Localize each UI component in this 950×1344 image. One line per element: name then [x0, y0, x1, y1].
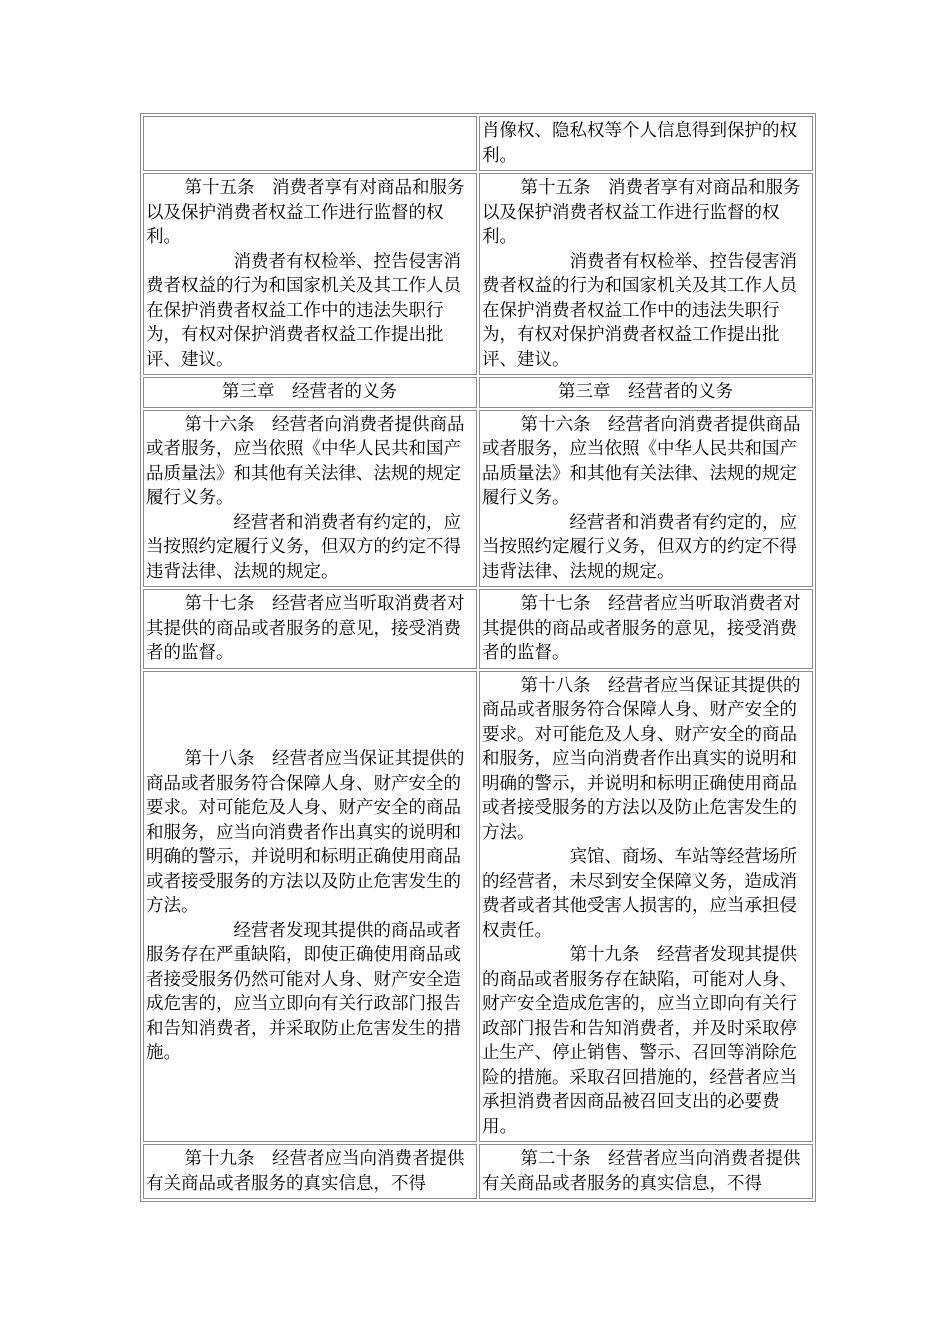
new-text-cell: [479, 1144, 813, 1199]
chapter-title: 第三章 经营者的义务: [558, 382, 733, 402]
table-row: [143, 173, 813, 375]
table-row: [143, 671, 813, 1143]
article-paragraph: 第十六条 经营者向消费者提供商品或者服务，应当依照《中华人民共和国产品质量法》和其他有关法律、法规的规定履行义务。: [146, 414, 465, 508]
article-paragraph: 第十七条 经营者应当听取消费者对其提供的商品或者服务的意见，接受消费者的监督。: [482, 594, 801, 663]
old-text-cell: [143, 410, 477, 588]
article-paragraph: 宾馆、商场、车站等经营场所的经营者，未尽到安全保障义务，造成消费者或者其他受害人损害的，应当承担侵权责任。: [482, 847, 797, 941]
article-paragraph: 肖像权、隐私权等个人信息得到保护的权利。: [482, 121, 797, 166]
new-text-cell: [479, 173, 813, 375]
article-paragraph: 第十九条 经营者发现其提供的商品或者服务存在缺陷，可能对人身、财产安全造成危害的，应当立即向有关行政部门报告和告知消费者，并及时采取停止生产、停止销售、警示、召回等消除危险的措施。采取召回措施的，经营者应当承担消费者因商品被召回支出的必要费用。: [482, 945, 797, 1137]
article-paragraph: 经营者发现其提供的商品或者服务存在严重缺陷，即使正确使用商品或者接受服务仍然可能对人身、财产安全造成危害的，应当立即向有关行政部门报告和告知消费者，并采取防止危害发生的措施。: [146, 920, 461, 1063]
chapter-heading-new: [479, 377, 813, 408]
new-text-cell: [479, 410, 813, 588]
article-paragraph: 经营者和消费者有约定的，应当按照约定履行义务，但双方的约定不得违背法律、法规的规定。: [146, 512, 461, 582]
table-row: [143, 1144, 813, 1199]
new-text-cell: [479, 589, 813, 669]
article-paragraph: 第十七条 经营者应当听取消费者对其提供的商品或者服务的意见，接受消费者的监督。: [146, 594, 465, 663]
article-paragraph: 消费者有权检举、控告侵害消费者权益的行为和国家机关及其工作人员在保护消费者权益工作中的违法失职行为，有权对保护消费者权益工作提出批评、建议。: [482, 251, 797, 370]
new-text-cell: [479, 671, 813, 1143]
article-paragraph: 第十五条 消费者享有对商品和服务以及保护消费者权益工作进行监督的权利。: [146, 178, 465, 247]
table-row: [143, 589, 813, 669]
old-text-cell: [143, 589, 477, 669]
article-paragraph: 第十九条 经营者应当向消费者提供有关商品或者服务的真实信息，不得: [146, 1149, 465, 1194]
old-text-cell: [143, 116, 477, 171]
article-paragraph: 第十八条 经营者应当保证其提供的商品或者服务符合保障人身、财产安全的要求。对可能危及人身、财产安全的商品和服务，应当向消费者作出真实的说明和明确的警示，并说明和标明正确使用商品或者接受服务的方法以及防止危害发生的方法。: [482, 675, 801, 843]
old-text-cell: [143, 173, 477, 375]
comparison-table: [140, 113, 816, 1202]
old-text-cell: [143, 671, 477, 1143]
article-paragraph: 经营者和消费者有约定的，应当按照约定履行义务，但双方的约定不得违背法律、法规的规定。: [482, 512, 797, 582]
table-row: [143, 410, 813, 588]
article-paragraph: 第十六条 经营者向消费者提供商品或者服务，应当依照《中华人民共和国产品质量法》和其他有关法律、法规的规定履行义务。: [482, 414, 801, 508]
chapter-title: 第三章 经营者的义务: [222, 382, 397, 402]
old-text-cell: [143, 1144, 477, 1199]
article-paragraph: 第十五条 消费者享有对商品和服务以及保护消费者权益工作进行监督的权利。: [482, 178, 801, 247]
article-paragraph: 第二十条 经营者应当向消费者提供有关商品或者服务的真实信息，不得: [482, 1149, 801, 1194]
table-row: [143, 377, 813, 408]
table-row: [143, 116, 813, 171]
article-paragraph: 第十八条 经营者应当保证其提供的商品或者服务符合保障人身、财产安全的要求。对可能危及人身、财产安全的商品和服务，应当向消费者作出真实的说明和明确的警示，并说明和标明正确使用商品或者接受服务的方法以及防止危害发生的方法。: [146, 749, 465, 916]
article-paragraph: 消费者有权检举、控告侵害消费者权益的行为和国家机关及其工作人员在保护消费者权益工作中的违法失职行为，有权对保护消费者权益工作提出批评、建议。: [146, 251, 461, 370]
chapter-heading-old: [143, 377, 477, 408]
new-text-cell: [479, 116, 813, 171]
